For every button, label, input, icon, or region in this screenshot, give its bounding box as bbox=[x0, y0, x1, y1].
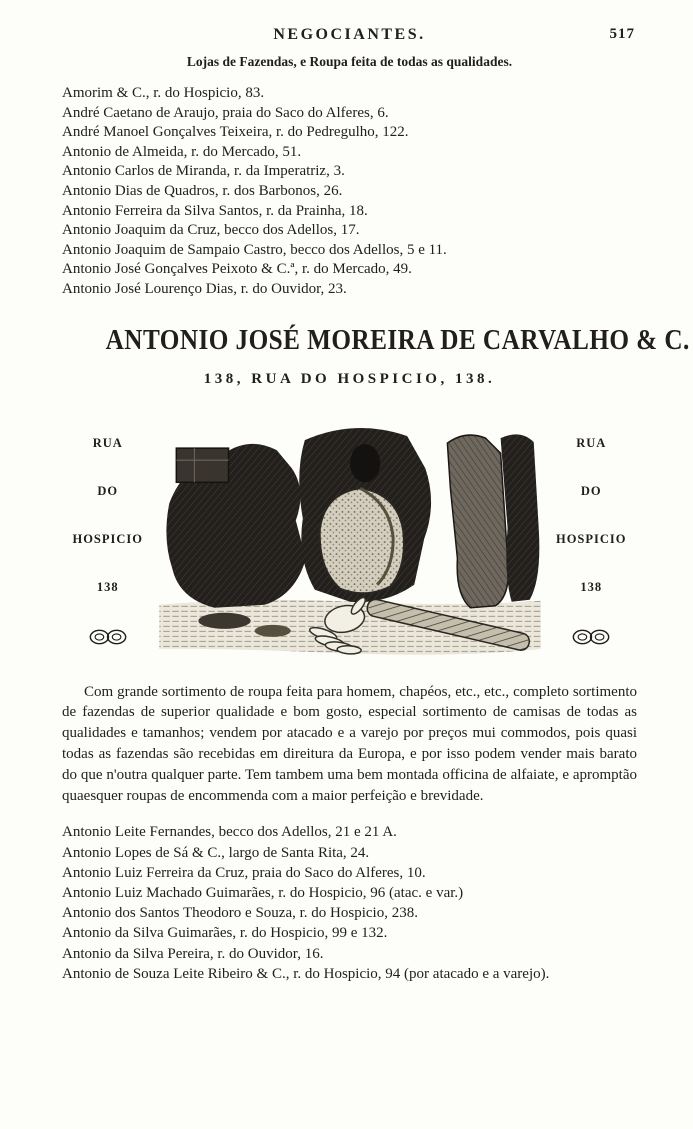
running-head-title: NEGOCIANTES. bbox=[273, 26, 426, 43]
double-scroll-ornament-icon bbox=[87, 628, 129, 646]
advertisement-headline-text: ANTONIO JOSÉ MOREIRA DE CARVALHO & C. bbox=[105, 323, 690, 356]
advertisement-illustration bbox=[154, 408, 546, 664]
list-item: Antonio José Lourenço Dias, r. do Ouvidor, 23. bbox=[62, 280, 347, 297]
street-label-right bbox=[546, 408, 638, 664]
list-item: Antonio Joaquim da Cruz, becco dos Adellos, 17. bbox=[62, 222, 360, 239]
advertisement-headline bbox=[62, 323, 690, 357]
list-item: Antonio da Silva Pereira, r. do Ouvidor, 16. bbox=[62, 945, 324, 962]
list-item: Antonio Ferreira da Silva Santos, r. da Prainha, 18. bbox=[62, 202, 368, 219]
list-item: Antonio da Silva Guimarães, r. do Hospicio, 99 e 132. bbox=[62, 925, 388, 942]
street-label-left bbox=[62, 408, 154, 664]
list-item: Antonio Leite Fernandes, becco dos Adellos, 21 e 21 A. bbox=[62, 824, 397, 841]
street-label-word: RUA bbox=[576, 435, 607, 450]
street-label-word: 138 bbox=[580, 579, 603, 594]
list-item: André Caetano de Araujo, praia do Saco do Alferes, 6. bbox=[62, 104, 389, 121]
merchant-list-bottom bbox=[62, 822, 637, 984]
list-item: Antonio Dias de Quadros, r. dos Barbonos, 26. bbox=[62, 182, 343, 199]
list-item: Antonio Luiz Ferreira da Cruz, praia do Saco do Alferes, 10. bbox=[62, 864, 426, 881]
advertisement-body-text: Com grande sortimento de roupa feita para homem, chapéos, etc., etc., completo sortimento de fazendas de superior qualidade e bom gosto, especial sortimento de camisas de todas as qualidades e tamanhos; vendem por atacado e a varejo por preços mui commodos, pois quasi todas as fazendas são recebidas em direitura da Europa, e por isso podem vender mais barato do que n'outra qualquer parte. Tem tambem uma bem montada officina de alfaiate, e apromptão quaesquer roupas de encommenda com a maior perfeição e brevidade. bbox=[62, 683, 637, 804]
street-label-word: 138 bbox=[96, 579, 119, 594]
list-item: Antonio de Almeida, r. do Mercado, 51. bbox=[62, 143, 302, 160]
list-item: Antonio de Souza Leite Ribeiro & C., r. do Hospicio, 94 (por atacado e a varejo). bbox=[62, 965, 550, 982]
list-item: Antonio Lopes de Sá & C., largo de Santa Rita, 24. bbox=[62, 844, 370, 861]
list-item: Antonio dos Santos Theodoro e Souza, r. do Hospicio, 238. bbox=[62, 905, 418, 922]
list-item: Antonio Carlos de Miranda, r. da Imperatriz, 3. bbox=[62, 163, 345, 180]
list-item: Antonio Joaquim de Sampaio Castro, becco dos Adellos, 5 e 11. bbox=[62, 241, 447, 258]
street-label-word: DO bbox=[580, 483, 602, 498]
section-heading: Lojas de Fazendas, e Roupa feita de todas as qualidades. bbox=[186, 54, 513, 69]
advertisement-address: 138, RUA DO HOSPICIO, 138. bbox=[203, 370, 496, 387]
running-head-row bbox=[62, 26, 637, 48]
street-label-word: DO bbox=[97, 483, 119, 498]
list-item: Antonio José Gonçalves Peixoto & C.ª, r. do Mercado, 49. bbox=[62, 261, 412, 278]
street-label-word: HOSPICIO bbox=[555, 531, 627, 546]
street-label-word: RUA bbox=[92, 435, 123, 450]
page-number: 517 bbox=[609, 26, 635, 42]
advertisement-figure bbox=[62, 408, 637, 664]
street-label-word: HOSPICIO bbox=[72, 531, 143, 546]
list-item: Amorim & C., r. do Hospicio, 83. bbox=[62, 85, 265, 101]
double-scroll-ornament-icon bbox=[570, 628, 612, 646]
merchant-list-top bbox=[62, 84, 637, 300]
list-item: Antonio Luiz Machado Guimarães, r. do Hospicio, 96 (atac. e var.) bbox=[62, 884, 464, 901]
list-item: André Manoel Gonçalves Teixeira, r. do Pedregulho, 122. bbox=[62, 124, 409, 141]
